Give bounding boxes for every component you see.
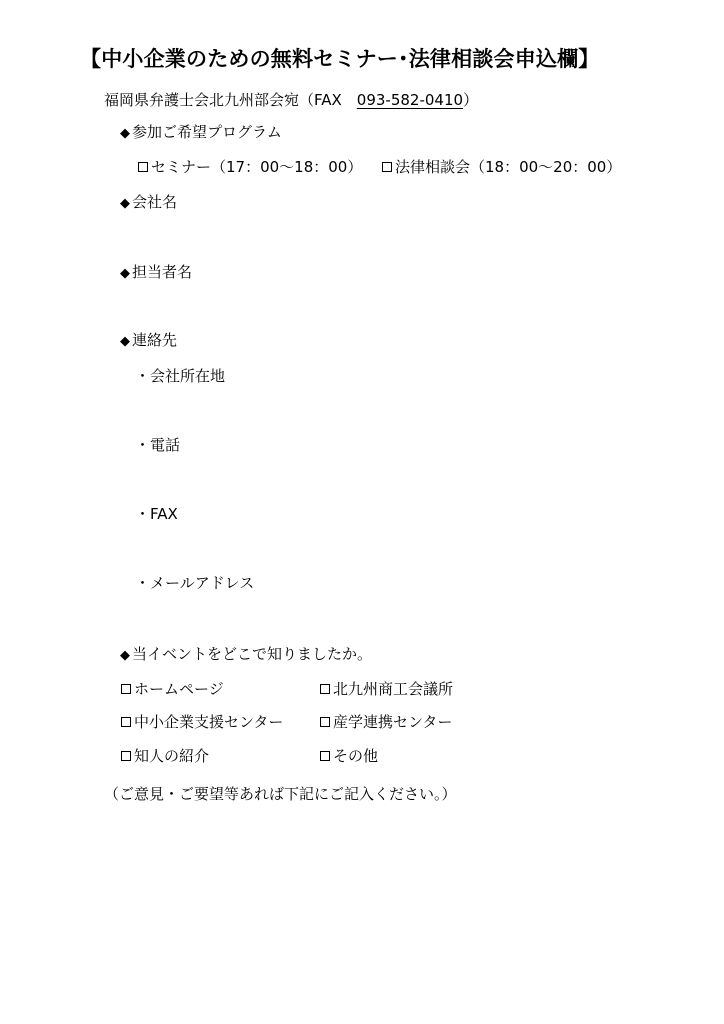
contact-item-address: ・会社所在地: [135, 367, 226, 385]
checkbox-icon[interactable]: [121, 684, 131, 694]
source-option-acquaintance[interactable]: [121, 749, 209, 764]
source-option-homepage[interactable]: [121, 682, 224, 697]
comments-note: （ご意見・ご要望等あれば下記にご記入ください。）: [104, 785, 457, 803]
address-line: [104, 93, 478, 108]
checkbox-icon[interactable]: [382, 162, 392, 172]
source-option-label: ホームページ: [134, 680, 224, 698]
program-option-consultation[interactable]: [382, 160, 621, 175]
contact-item-phone: ・電話: [135, 436, 181, 454]
company-label: 会社名: [132, 193, 178, 211]
diamond-bullet-icon: ◆: [120, 334, 130, 349]
program-option-label: 法律相談会（18：00～20：00）: [395, 158, 622, 176]
diamond-bullet-icon: ◆: [120, 266, 130, 281]
source-option-other[interactable]: [320, 749, 378, 764]
contact-person-label: 担当者名: [132, 263, 193, 281]
source-label: 当イベントをどこで知りましたか。: [132, 645, 373, 663]
address-prefix: 福岡県弁護士会北九州部会宛（FAX: [104, 91, 357, 109]
fax-number: 093-582-0410: [356, 91, 464, 109]
checkbox-icon[interactable]: [320, 717, 330, 727]
diamond-bullet-icon: ◆: [120, 126, 130, 141]
contact-label: 連絡先: [132, 331, 178, 349]
address-suffix: ）: [463, 91, 479, 109]
contact-person-heading: [120, 265, 192, 280]
checkbox-icon[interactable]: [138, 162, 148, 172]
source-option-chamber[interactable]: [320, 682, 453, 697]
program-option-label: セミナー（17：00～18：00）: [151, 158, 363, 176]
contact-heading: [120, 333, 177, 348]
diamond-bullet-icon: ◆: [120, 196, 130, 211]
source-option-label: 北九州商工会議所: [333, 680, 454, 698]
company-heading: [120, 195, 177, 210]
program-label: 参加ご希望プログラム: [132, 123, 282, 141]
form-title: 【中小企業のための無料セミナー･法律相談会申込欄】: [80, 47, 600, 71]
checkbox-icon[interactable]: [320, 751, 330, 761]
program-option-seminar[interactable]: [138, 160, 362, 175]
program-heading: [120, 125, 282, 140]
checkbox-icon[interactable]: [320, 684, 330, 694]
contact-item-fax: ・FAX: [135, 505, 178, 523]
diamond-bullet-icon: ◆: [120, 648, 130, 663]
source-option-label: その他: [333, 747, 379, 765]
checkbox-icon[interactable]: [121, 717, 131, 727]
checkbox-icon[interactable]: [121, 751, 131, 761]
source-option-industry-academia[interactable]: [320, 715, 452, 730]
source-option-label: 知人の紹介: [134, 747, 210, 765]
source-option-label: 中小企業支援センター: [134, 713, 284, 731]
contact-item-email: ・メールアドレス: [135, 574, 255, 592]
source-option-sme-center[interactable]: [121, 715, 283, 730]
source-heading: [120, 647, 372, 662]
source-option-label: 産学連携センター: [333, 713, 453, 731]
